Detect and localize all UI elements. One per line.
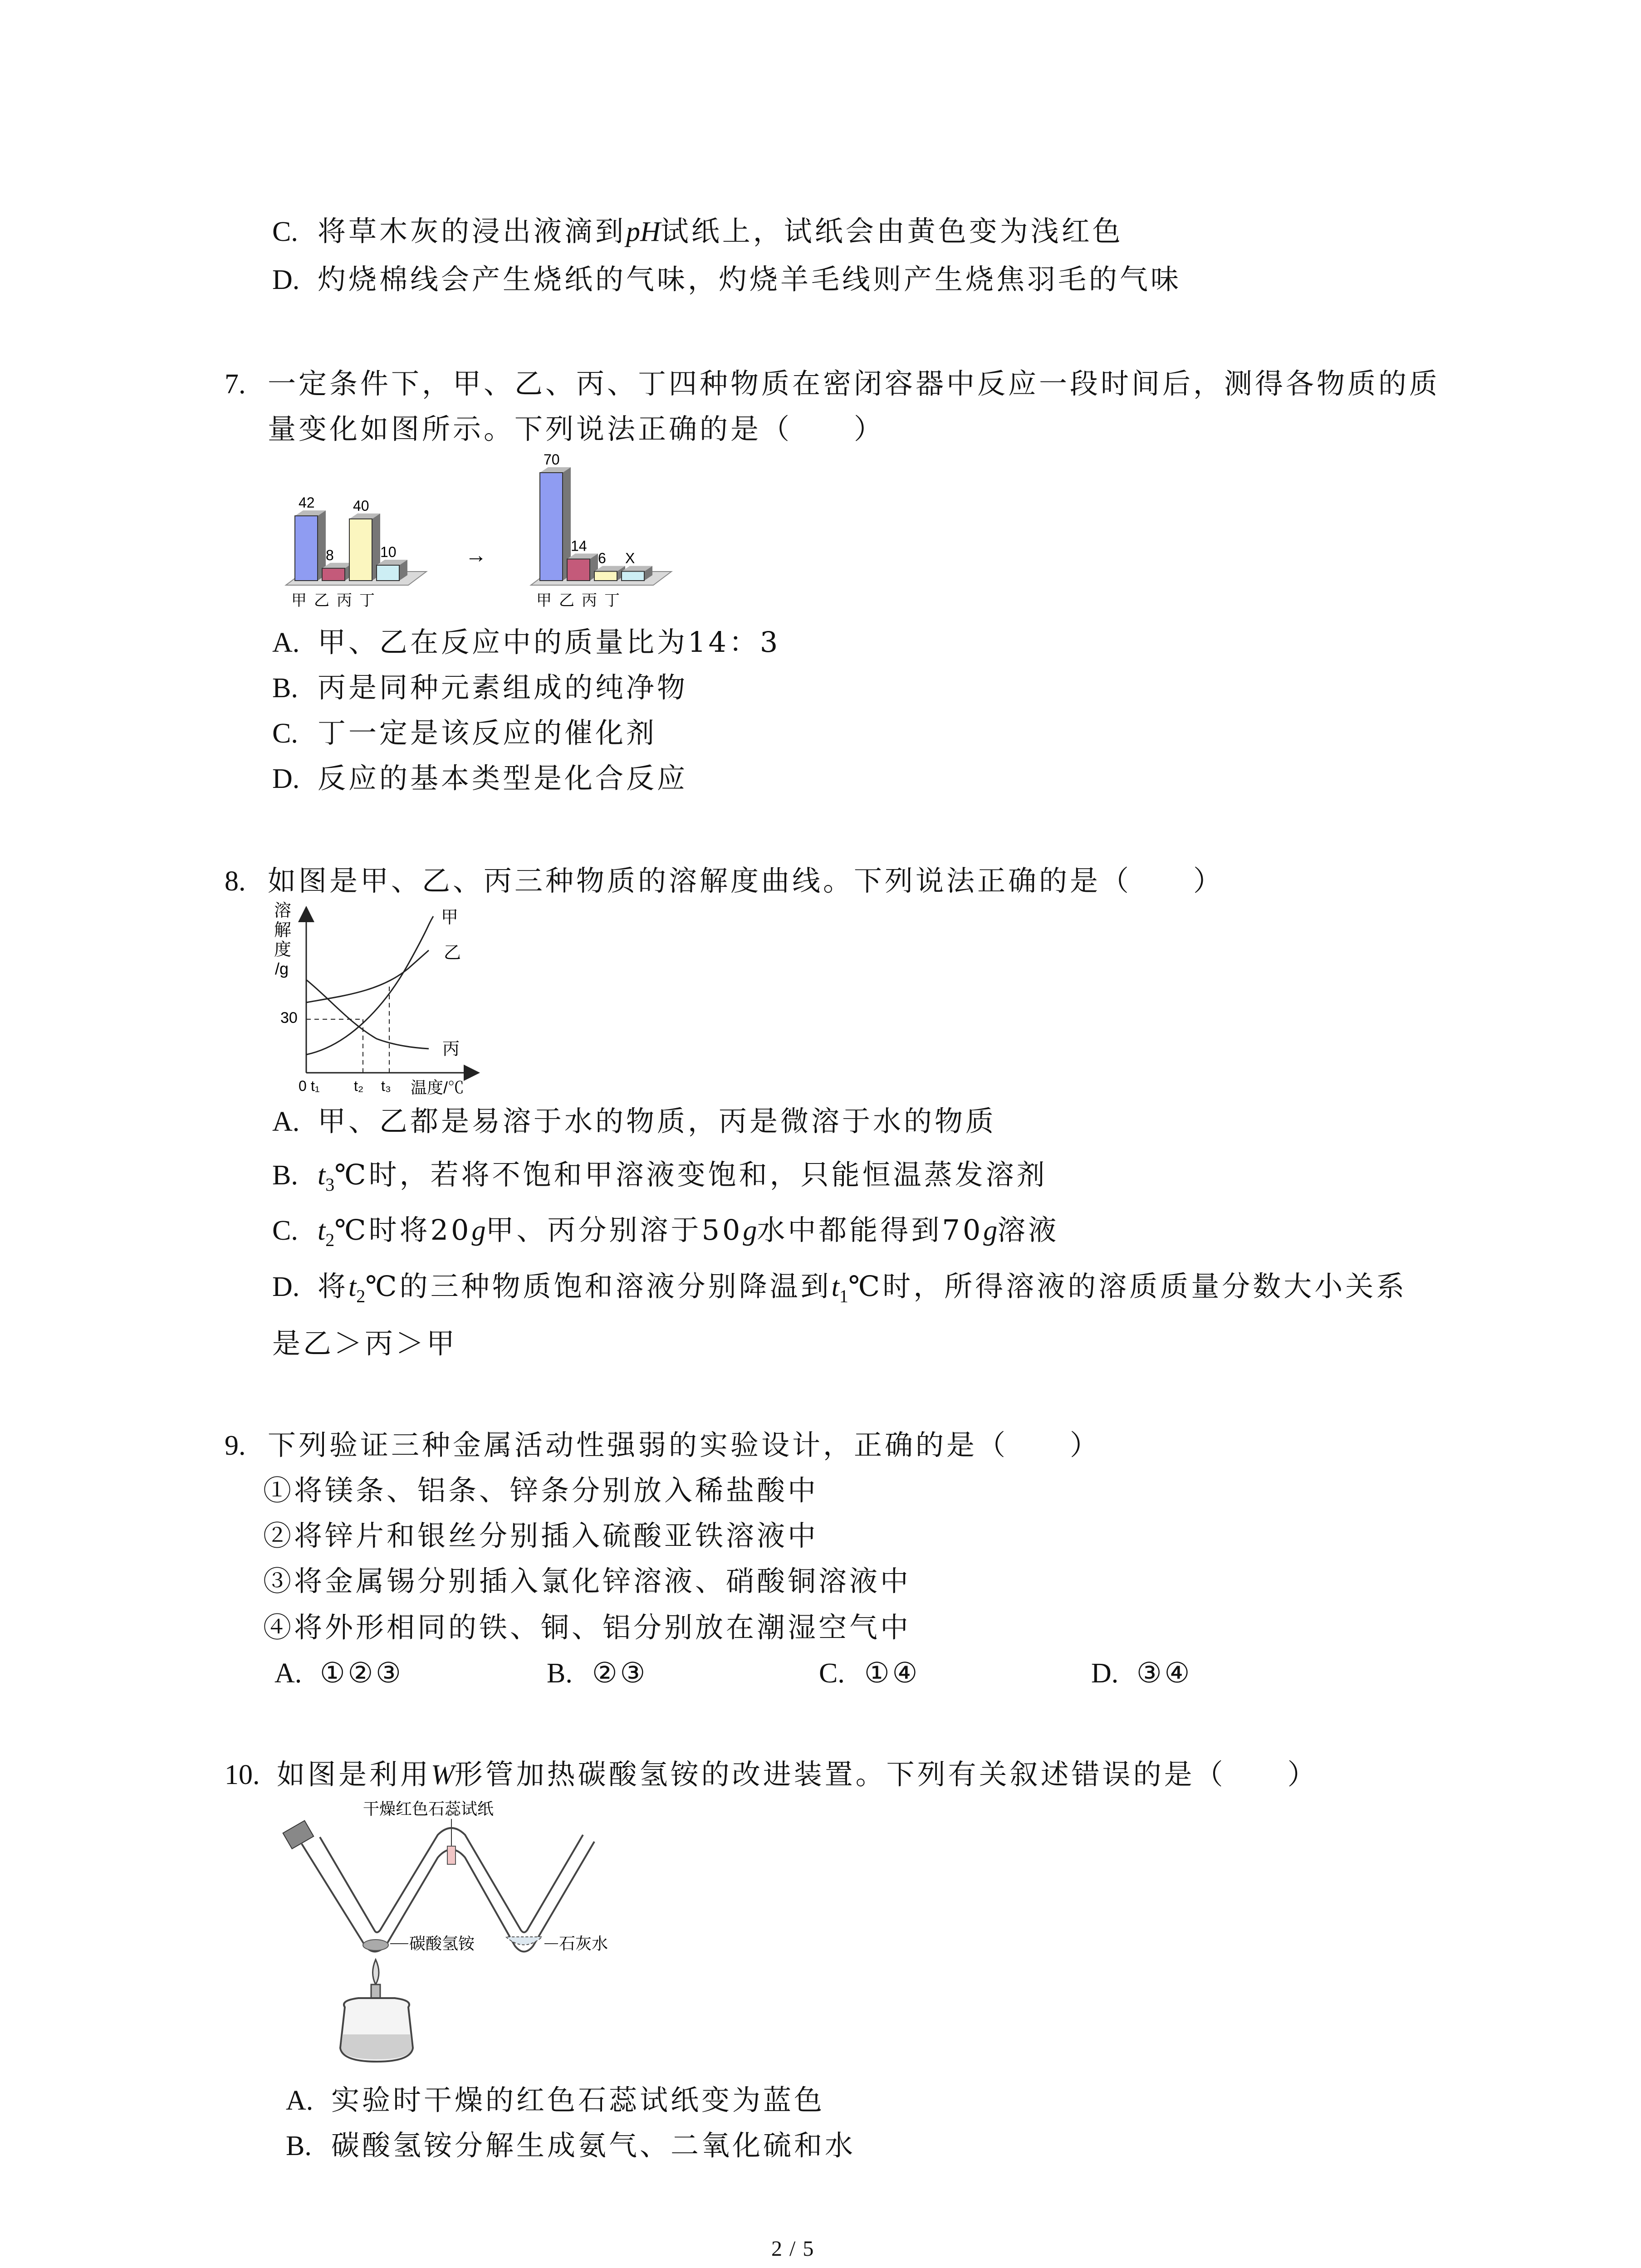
bar-甲 [540, 473, 563, 581]
page-number: 2 / 5 [771, 2237, 815, 2261]
bar-丁 [377, 565, 399, 581]
category-label: 甲 [536, 592, 552, 609]
solid-sample [363, 1940, 388, 1950]
solubility-graph [272, 900, 485, 1095]
chart-after [531, 451, 671, 609]
label-ammonium-bicarbonate: 碳酸氢铵 [409, 1934, 475, 1953]
bar-value-label: 14 [571, 538, 587, 554]
flame-icon [373, 1960, 379, 1984]
y-label-1: 溶 [274, 901, 292, 920]
stopper [283, 1821, 314, 1849]
q9-item-3: ③将金属锡分别插入氯化锌溶液、硝酸铜溶液中 [263, 1564, 911, 1598]
x-tick-t1: t₁ [311, 1078, 320, 1094]
q7-bar-charts [268, 449, 721, 621]
q10-option-b: B. 碳酸氢铵分解生成氨气、二氧化硫和水 [286, 2129, 856, 2162]
bar-乙 [567, 559, 590, 581]
x-tick-t3: t₃ [381, 1078, 391, 1094]
curve-yi [306, 950, 429, 1002]
q8-option-c: C. $t_2℃$时将20g甲、丙分别溶于50g水中都能得到70g溶液 [272, 1213, 1059, 1250]
w-tube-apparatus [277, 1794, 649, 2075]
q6-option-c: C. 将草木灰的浸出液滴到pH试纸上，试纸会由黄色变为浅红色 [272, 213, 1123, 250]
q7-option-c: C. 丁一定是该反应的催化剂 [272, 716, 657, 749]
curve-label-jia: 甲 [441, 908, 459, 927]
q8-option-a: A. 甲、乙都是易溶于水的物质，丙是微溶于水的物质 [272, 1105, 997, 1138]
x-label: 温度/℃ [411, 1078, 465, 1095]
q8-option-d: D. 将$t_2℃$的三种物质饱和溶液分别降温到$t_1℃$时，所得溶液的溶质质量分数大小关系 [272, 1270, 1407, 1306]
category-label: 丁 [359, 592, 375, 609]
y-label-4: /g [275, 959, 289, 978]
q9-option-d: D. ③④ [1091, 1656, 1193, 1689]
chart-before [286, 494, 426, 609]
bar-丙 [349, 519, 372, 581]
q9-option-c: C. ①④ [819, 1656, 921, 1689]
bar-value-label: 40 [353, 498, 369, 514]
bar-丁 [622, 572, 644, 581]
option-label: C. [272, 216, 298, 247]
limewater [506, 1937, 542, 1945]
category-label: 丙 [582, 592, 597, 609]
q7-option-a: A. 甲、乙在反应中的质量比为14：3 [272, 626, 781, 659]
y-tick-30: 30 [280, 1009, 298, 1026]
litmus-paper-icon [447, 1846, 456, 1864]
q9-stem: 9. 下列验证三种金属活动性强弱的实验设计，正确的是（ ） [225, 1428, 1101, 1461]
label-limewater: 石灰水 [559, 1934, 608, 1953]
bar-value-label: 10 [380, 544, 397, 560]
lamp-liquid [341, 2034, 412, 2059]
bar-value-label: 6 [598, 550, 606, 567]
q8-stem: 8. 如图是甲、乙、丙三种物质的溶解度曲线。下列说法正确的是（ ） [225, 864, 1225, 897]
q9-option-a: A. ①②③ [274, 1656, 404, 1689]
bar-甲 [295, 516, 318, 581]
q10-option-a: A. 实验时干燥的红色石蕊试纸变为蓝色 [286, 2083, 825, 2116]
arrow-icon: → [465, 543, 487, 567]
q7-option-d: D. 反应的基本类型是化合反应 [272, 762, 688, 795]
bar-value-label: X [625, 550, 635, 567]
label-litmus-paper: 干燥红色石蕊试纸 [363, 1799, 494, 1818]
q7-stem-line2: 量变化如图所示。下列说法正确的是（ ） [268, 412, 885, 445]
bar-value-label: 8 [326, 547, 334, 563]
q9-options [274, 1655, 1363, 1691]
q7-stem-line1: 7. 一定条件下，甲、乙、丙、丁四种物质在密闭容器中反应一段时间后，测得各物质的质 [225, 367, 1440, 400]
curve-label-bing: 丙 [442, 1040, 460, 1059]
bar-value-label: 70 [544, 451, 560, 468]
q8-option-b: B. $t_3℃$时，若将不饱和甲溶液变饱和，只能恒温蒸发溶剂 [272, 1158, 1048, 1195]
curve-label-yi: 乙 [444, 943, 461, 963]
category-label: 甲 [291, 592, 307, 609]
q9-option-b: B. ②③ [547, 1656, 648, 1689]
category-label: 丁 [604, 592, 620, 609]
category-label: 乙 [559, 592, 574, 609]
q9-item-4: ④将外形相同的铁、铜、铝分别放在潮湿空气中 [263, 1611, 911, 1644]
bar-value-label: 42 [299, 494, 315, 511]
q9-item-1: ①将镁条、铝条、锌条分别放入稀盐酸中 [263, 1474, 819, 1507]
x-tick-t2: t₂ [354, 1078, 364, 1094]
q9-item-2: ②将锌片和银丝分别插入硫酸亚铁溶液中 [263, 1519, 819, 1552]
bar-乙 [322, 568, 345, 581]
q7-option-b: B. 丙是同种元素组成的纯净物 [272, 671, 688, 704]
q8-option-d-line2: 是乙＞丙＞甲 [272, 1327, 458, 1360]
lamp-wick [371, 1984, 380, 1998]
category-label: 乙 [314, 592, 329, 609]
x-tick-0: 0 [299, 1078, 307, 1094]
bar-丙 [594, 572, 617, 581]
category-label: 丙 [337, 592, 352, 609]
option-label: D. [272, 264, 300, 295]
y-label-2: 解 [274, 921, 292, 940]
y-label-3: 度 [274, 940, 292, 959]
q10-stem: 10. 如图是利用W形管加热碳酸氢铵的改进装置。下列有关叙述错误的是（ ） [225, 1758, 1318, 1791]
q6-option-d: D. 灼烧棉线会产生烧纸的气味，灼烧羊毛线则产生烧焦羽毛的气味 [272, 261, 1181, 298]
